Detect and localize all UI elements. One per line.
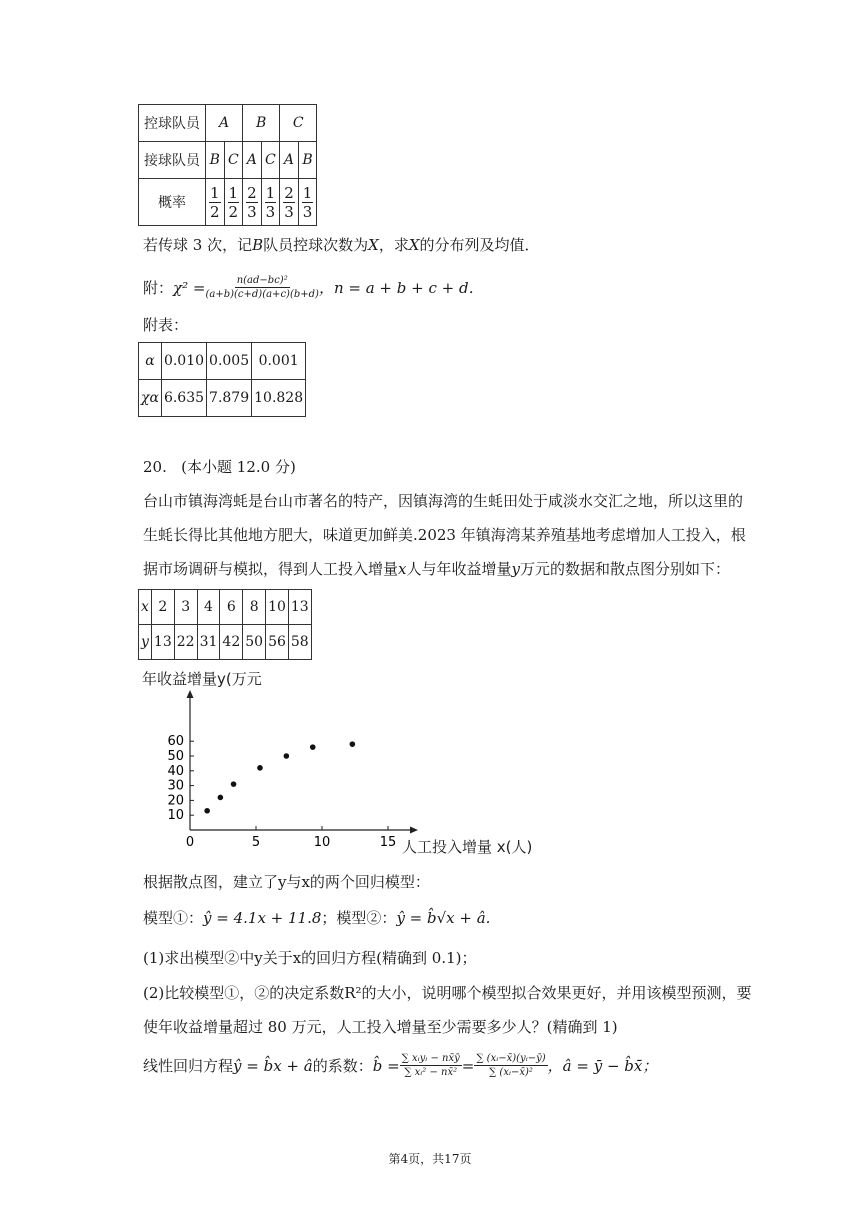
table-cell: 13 (288, 590, 311, 625)
table-cell: 8 (243, 590, 266, 625)
scatter-chart (140, 664, 560, 864)
question-20-paragraph-line (143, 559, 730, 579)
text-segment: ，求 (378, 236, 409, 254)
text-segment: 据市场调研与模拟，得到人工投入增量 (143, 560, 399, 578)
scatter-point (204, 808, 210, 814)
table-cell: 22 (174, 625, 197, 660)
regression-coefficient-formula (143, 1052, 657, 1079)
table-cell: 7.879 (207, 380, 252, 417)
scatter-point (350, 741, 356, 747)
text-segment: 的系数： (312, 1056, 373, 1075)
x-axis-arrow (410, 827, 418, 834)
table-cell: 50 (243, 625, 266, 660)
chi-numerator: n(ad−bc)² (236, 275, 288, 286)
subquestion-1: (1)求出模型②中y关于x的回归方程(精确到 0.1)； (143, 949, 477, 967)
question-score: (本小题 12.0 分) (181, 458, 296, 476)
x-tick-label: 10 (313, 835, 331, 850)
y-tick-label: 50 (167, 749, 184, 764)
probability-cell (243, 179, 262, 226)
x-tick-label: 0 (185, 835, 195, 850)
fraction-denominator: 3 (302, 202, 313, 221)
y-tick-label: 60 (167, 734, 184, 750)
table-cell: 0.001 (252, 343, 306, 380)
table-cell: B (206, 142, 225, 179)
chi-fraction (205, 274, 318, 301)
equals-sign: = (461, 1056, 475, 1075)
math-var: x (398, 560, 407, 578)
critical-value-table (138, 342, 306, 417)
xy-data-table (138, 589, 312, 660)
scatter-point (231, 781, 237, 787)
scatter-point (284, 753, 290, 759)
fraction-numerator: 1 (210, 183, 220, 202)
chi-lhs: χ² = (173, 278, 206, 297)
text-segment: ；模型②： (321, 909, 397, 927)
fraction-denominator: ∑ xᵢ² − nx̄² (404, 1067, 458, 1078)
b-hat-fraction-2 (474, 1052, 547, 1079)
table-cell: 0.010 (161, 343, 206, 380)
subquestion-2-line: 使年收益增量超过 80 万元，人工投入增量至少需要多少人？(精确到 1) (143, 1018, 618, 1036)
table-cell: 4 (197, 590, 220, 625)
n-formula: ，n = a + b + c + d． (318, 278, 484, 297)
b-hat-fraction-1 (400, 1052, 462, 1079)
math-var: X (368, 236, 379, 254)
header-cell: 接球队员 (139, 142, 206, 179)
header-cell: 概率 (139, 179, 206, 226)
table-cell: x (139, 590, 152, 625)
page-footer: 第4页，共17页 (388, 1152, 472, 1166)
table-cell: C (280, 105, 317, 142)
model-2-equation: ŷ = b̂√x + â. (396, 909, 491, 927)
table-cell: 58 (288, 625, 311, 660)
table-cell: C (224, 142, 243, 179)
subquestion-2-line: (2)比较模型①，②的决定系数R²的大小，说明哪个模型拟合效果更好，并用该模型预测，要 (143, 984, 752, 1002)
table-cell: B (298, 142, 317, 179)
appendix-label: 附： (143, 278, 174, 297)
table-cell: 10 (266, 590, 289, 625)
text-segment: 线性回归方程 (143, 1056, 234, 1075)
text-segment: 队员控球次数为 (263, 236, 369, 254)
b-hat-lhs: b̂ = (372, 1056, 400, 1075)
probability-cell (206, 179, 225, 226)
fraction-numerator: ∑ (xᵢ−x̄)(yᵢ−ȳ) (476, 1053, 546, 1064)
header-cell: 控球队员 (139, 105, 206, 142)
question-20-header (143, 457, 296, 477)
probability-cell (298, 179, 317, 226)
fraction-numerator: 1 (302, 183, 313, 202)
table-cell: C (261, 142, 280, 179)
fraction-denominator: ∑ (xᵢ−x̄)² (489, 1067, 533, 1078)
model-1-equation: ŷ = 4.1x + 11.8 (203, 909, 322, 927)
table-cell: 2 (151, 590, 174, 625)
table-cell: 31 (197, 625, 220, 660)
table-cell: 10.828 (252, 380, 306, 417)
regression-equation: ŷ = b̂x + â (233, 1056, 313, 1075)
fraction-numerator: 1 (228, 183, 239, 202)
question-19-task (143, 235, 540, 255)
question-20-paragraph-line: 台山市镇海湾蚝是台山市著名的特产，因镇海湾的生蚝田处于咸淡水交汇之地，所以这里的 (143, 492, 744, 510)
math-var: y (511, 560, 520, 578)
y-tick-label: 20 (167, 793, 184, 809)
fraction-denominator: 3 (247, 202, 257, 221)
chi-denominator: (a+b)(c+d)(a+c)(b+d) (205, 289, 319, 300)
probability-cell (280, 179, 299, 226)
table-cell: χα (139, 380, 162, 417)
probability-cell (261, 179, 280, 226)
x-tick-label: 5 (251, 835, 261, 850)
scatter-point (218, 795, 224, 801)
y-tick-label: 40 (167, 763, 184, 779)
question-number: 20. (143, 458, 167, 476)
x-axis-label: 人工投入增量 x(人) (402, 838, 533, 856)
text-segment: 万元的数据和散点图分别如下： (519, 560, 730, 578)
model-intro-line: 根据散点图，建立了y与x的两个回归模型： (143, 873, 430, 891)
table-cell: 6.635 (161, 380, 206, 417)
fraction-numerator: 2 (284, 183, 294, 202)
fraction-denominator: 2 (210, 202, 220, 221)
fraction-numerator: 1 (265, 183, 276, 202)
math-var: X (408, 236, 420, 254)
table-cell: α (139, 343, 162, 380)
text-segment: 若传球 3 次，记 (143, 236, 253, 254)
math-var: B (252, 236, 264, 254)
appendix-table-label: 附表： (143, 316, 189, 334)
probability-cell (224, 179, 243, 226)
table-cell: A (280, 142, 299, 179)
table-cell: A (206, 105, 243, 142)
x-tick-label: 15 (379, 835, 397, 850)
table-cell: 6 (220, 590, 243, 625)
question-20-paragraph-line: 生蚝长得比其他地方肥大，味道更加鲜美.2023 年镇海湾某养殖基地考虑增加人工投入，根 (143, 526, 746, 544)
fraction-numerator: ∑ xᵢyᵢ − nx̄ȳ (401, 1053, 460, 1064)
scatter-point (310, 744, 316, 750)
table-cell: A (243, 142, 262, 179)
table-cell: 0.005 (207, 343, 252, 380)
fraction-denominator: 2 (228, 202, 239, 221)
scatter-point (257, 765, 263, 771)
y-tick-label: 30 (167, 778, 184, 794)
table-cell: 42 (220, 625, 243, 660)
table-cell: B (243, 105, 280, 142)
pass-probability-table (138, 104, 317, 226)
table-cell: 13 (151, 625, 174, 660)
y-tick-label: 10 (167, 808, 184, 824)
fraction-numerator: 2 (247, 183, 257, 202)
fraction-denominator: 3 (284, 202, 294, 221)
table-cell: y (139, 625, 152, 660)
model-equations-line (143, 908, 490, 928)
a-hat-formula: ，â = ȳ − b̂x̄； (547, 1056, 658, 1075)
chi-square-formula (143, 274, 484, 301)
fraction-denominator: 3 (265, 202, 276, 221)
text-segment: 的分布列及均值． (419, 236, 540, 254)
text-segment: 人与年收益增量 (406, 560, 512, 578)
table-cell: 3 (174, 590, 197, 625)
text-segment: 模型①： (143, 909, 204, 927)
y-axis-arrow (187, 690, 194, 698)
table-cell: 56 (266, 625, 289, 660)
y-axis-label: 年收益增量y(万元 (142, 670, 262, 688)
